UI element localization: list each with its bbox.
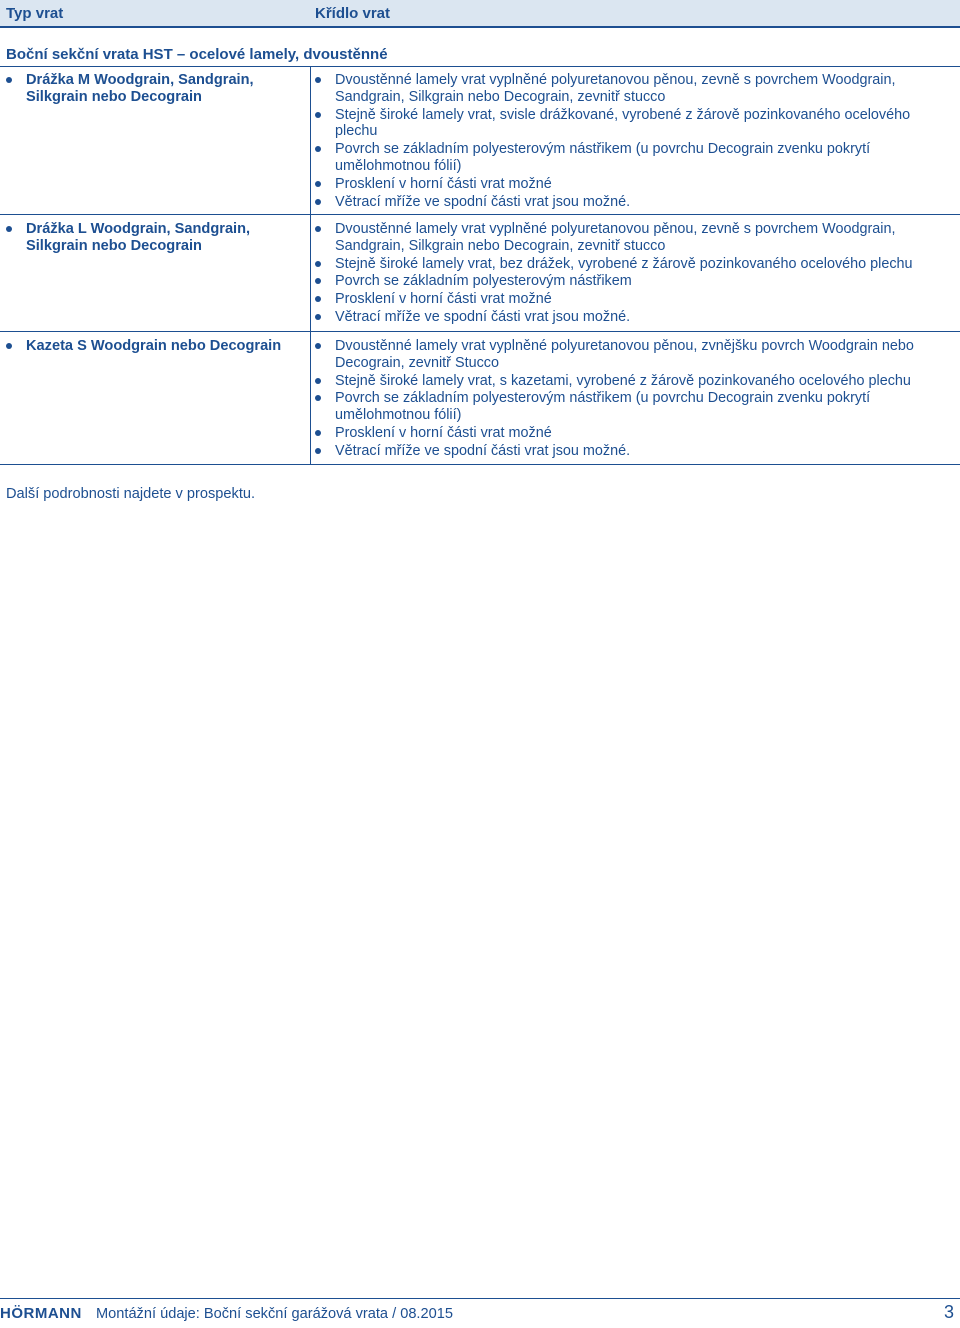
- bullet-icon: [6, 343, 12, 349]
- list-item: [315, 338, 955, 372]
- feature-text: Povrch se základním polyesterovým nástřikem: [335, 273, 632, 290]
- feature-text: Prosklení v horní části vrat možné: [335, 424, 552, 441]
- list-item: [315, 221, 955, 255]
- row-type: [6, 338, 306, 355]
- column-divider: [310, 66, 311, 464]
- list-item: [315, 107, 955, 141]
- bullet-icon: [315, 77, 321, 83]
- list-item: [315, 256, 955, 273]
- bullet-icon: [315, 261, 321, 267]
- feature-text: Dvoustěnné lamely vrat vyplněné polyuretanovou pěnou, zevně s povrchem Woodgrain, Sandgrain, Silkgrain nebo Decograin, zevnitř stucco: [335, 72, 896, 105]
- list-item: [315, 273, 955, 290]
- list-item: [315, 141, 955, 175]
- bullet-icon: [315, 146, 321, 152]
- list-item: [315, 291, 955, 308]
- feature-text: Větrací mříže ve spodní části vrat jsou možné.: [335, 193, 631, 210]
- feature-list: [315, 221, 955, 327]
- list-item: [315, 390, 955, 424]
- feature-text: Prosklení v horní části vrat možné: [335, 175, 552, 192]
- feature-list: [315, 72, 955, 211]
- bullet-icon: [6, 77, 12, 83]
- bullet-icon: [315, 314, 321, 320]
- feature-text: Stejně široké lamely vrat, s kazetami, vyrobené z žárově pozinkovaného ocelového plechu: [335, 372, 911, 389]
- brand-logo: HÖRMANN: [0, 1305, 82, 1322]
- row-type: [6, 72, 296, 105]
- list-item: [315, 425, 955, 442]
- list-item: [315, 373, 955, 390]
- row-type-label: Drážka M Woodgrain, Sandgrain, Silkgrain nebo Decograin: [26, 72, 254, 105]
- list-item: [315, 72, 955, 106]
- divider: [0, 214, 960, 215]
- feature-text: Stejně široké lamely vrat, bez drážek, vyrobené z žárově pozinkovaného ocelového plechu: [335, 255, 913, 272]
- feature-list: [315, 338, 955, 461]
- list-item: [315, 309, 955, 326]
- footer-divider: [0, 1298, 960, 1299]
- bullet-icon: [315, 296, 321, 302]
- bullet-icon: [315, 378, 321, 384]
- bullet-icon: [315, 448, 321, 454]
- section-title: Boční sekční vrata HST – ocelové lamely, dvoustěnné: [6, 46, 388, 63]
- feature-text: Povrch se základním polyesterovým nástřikem (u povrchu Decograin zvenku pokrytí umělohmotnou fólií): [335, 141, 871, 174]
- row-type-label: Drážka L Woodgrain, Sandgrain, Silkgrain nebo Decograin: [26, 221, 251, 254]
- row-type: [6, 221, 296, 254]
- bullet-icon: [315, 430, 321, 436]
- divider: [0, 66, 960, 67]
- list-item: [315, 443, 955, 460]
- feature-text: Větrací mříže ve spodní části vrat jsou možné.: [335, 308, 631, 325]
- header-leaf-label: Křídlo vrat: [315, 5, 391, 22]
- bullet-icon: [315, 226, 321, 232]
- feature-text: Dvoustěnné lamely vrat vyplněné polyuretanovou pěnou, zvnějšku povrch Woodgrain nebo Decograin, zevnitř Stucco: [335, 338, 914, 371]
- footer-text: Montážní údaje: Boční sekční garážová vrata / 08.2015: [96, 1306, 453, 1322]
- bullet-icon: [315, 278, 321, 284]
- row-type-label: Kazeta S Woodgrain nebo Decograin: [26, 338, 282, 354]
- feature-text: Dvoustěnné lamely vrat vyplněné polyuretanovou pěnou, zevně s povrchem Woodgrain, Sandgrain, Silkgrain nebo Decograin, zevnitř stucco: [335, 221, 896, 254]
- note-text: Další podrobnosti najdete v prospektu.: [6, 486, 256, 502]
- table-header: [0, 0, 960, 28]
- feature-text: Povrch se základním polyesterovým nástřikem (u povrchu Decograin zvenku pokrytí umělohmotnou fólií): [335, 390, 871, 424]
- bullet-icon: [315, 343, 321, 349]
- feature-text: Prosklení v horní části vrat možné: [335, 291, 552, 308]
- divider: [0, 464, 960, 465]
- feature-text: Stejně široké lamely vrat, svisle drážkované, vyrobené z žárově pozinkovaného ocelového plechu: [335, 106, 911, 140]
- bullet-icon: [315, 395, 321, 401]
- list-item: [315, 194, 955, 211]
- bullet-icon: [315, 181, 321, 187]
- page-number: 3: [943, 1302, 954, 1322]
- bullet-icon: [6, 226, 12, 232]
- bullet-icon: [315, 199, 321, 205]
- divider: [0, 331, 960, 332]
- bullet-icon: [315, 112, 321, 118]
- feature-text: Větrací mříže ve spodní části vrat jsou možné.: [335, 442, 631, 459]
- list-item: [315, 176, 955, 193]
- header-type-label: Typ vrat: [6, 5, 64, 22]
